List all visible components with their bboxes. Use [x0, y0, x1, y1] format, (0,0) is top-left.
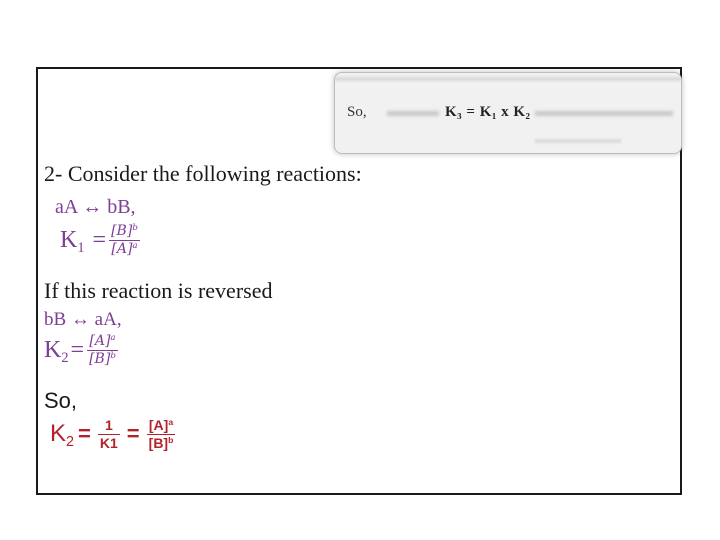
k2-final-fraction-inverse [98, 418, 120, 450]
reaction-reverse: bB ↔ aA, [44, 309, 122, 330]
cutout-equation: K₃ = K₁ x K₂ [445, 104, 531, 120]
k2-final-denominator-1: K1 [99, 434, 118, 451]
k1-fraction [109, 224, 140, 256]
k2-final-numerator-2: $[A]^a$ [148, 416, 174, 433]
so-label: So, [44, 388, 78, 413]
cutout-blurred-text [535, 111, 673, 116]
k2-final-equals-2: = [126, 421, 140, 447]
k1-numerator: $[B]^b$ [111, 222, 138, 239]
k2-denominator: $[B]^b$ [89, 350, 116, 367]
cutout-so-label: So, [347, 104, 367, 120]
reverse-statement: If this reaction is reversed [44, 278, 273, 303]
k2-final-fraction-concentrations [147, 418, 176, 450]
k1-denominator: $[A]^a$ [111, 240, 138, 257]
k2-symbol: $K_2$ [44, 336, 69, 366]
reaction-forward: aA ↔ bB, [55, 196, 136, 218]
k2-final-numerator-1: 1 [104, 417, 113, 433]
cutout-ghost-line-top [335, 77, 681, 81]
pasted-image-cutout [334, 72, 682, 154]
k2-equation [44, 334, 121, 366]
k2-fraction [87, 334, 118, 366]
k2-final-symbol: $K_2$ [50, 420, 75, 451]
k1-equals: = [92, 226, 107, 253]
section-heading: 2- Consider the following reactions: [44, 161, 362, 186]
cutout-ghost-line-bottom [535, 139, 621, 143]
k2-equals: = [70, 336, 85, 363]
k1-symbol: $K_1$ [60, 226, 85, 256]
k2-final-denominator-2: $[B]^b$ [148, 434, 174, 451]
k1-equation [60, 224, 143, 256]
cutout-blurred-text [387, 111, 439, 116]
k2-numerator: $[A]^a$ [89, 332, 116, 349]
k2-final-equation [50, 418, 178, 450]
k2-final-equals-1: = [78, 421, 91, 447]
